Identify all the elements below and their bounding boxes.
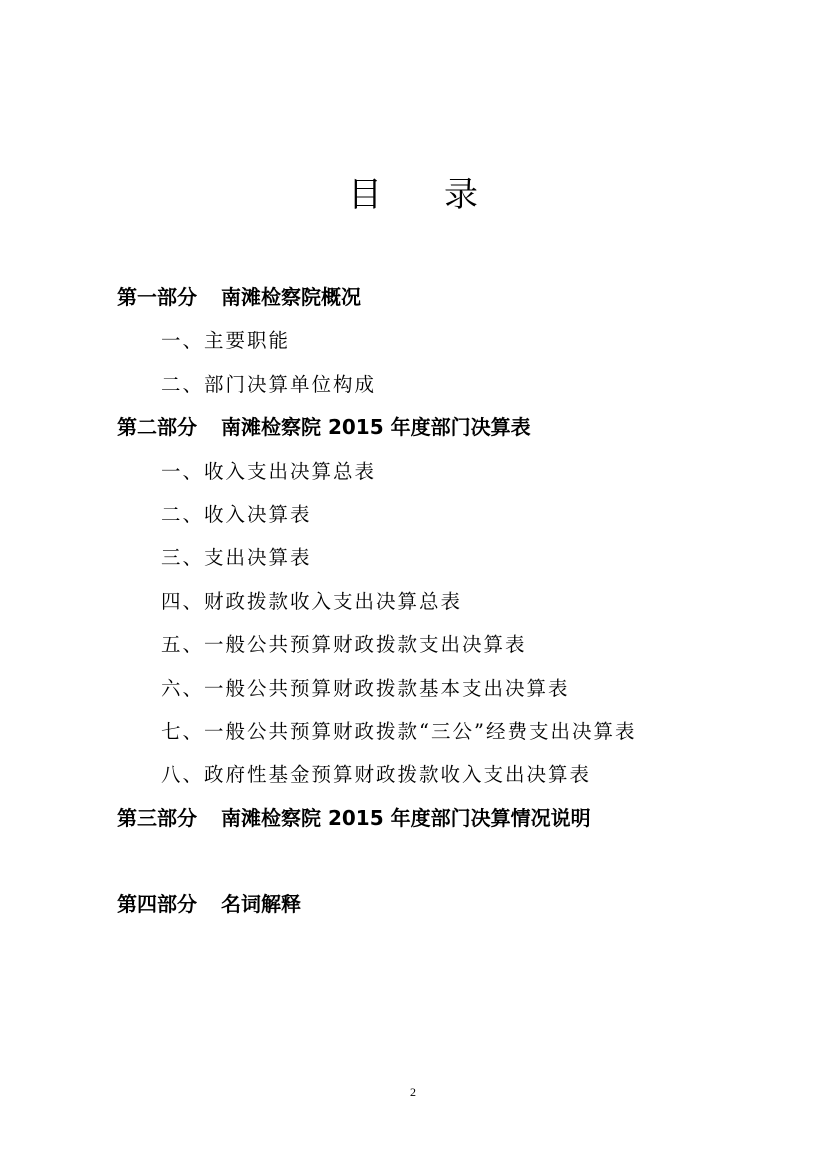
title-char-1: 目 <box>348 175 382 215</box>
part-label: 第三部分 <box>117 805 197 830</box>
part-title: 名词解释 <box>221 892 301 917</box>
toc-item[interactable]: 七、一般公共预算财政拨款“三公”经费支出决算表 <box>161 719 637 743</box>
spacer <box>117 840 757 883</box>
page-number: 2 <box>410 1085 416 1099</box>
toc-item[interactable]: 一、主要职能 <box>161 329 291 353</box>
toc-part-3[interactable] <box>117 797 757 840</box>
toc-part-2[interactable] <box>117 406 757 449</box>
toc-item[interactable]: 一、收入支出决算总表 <box>161 459 377 483</box>
toc-item[interactable]: 六、一般公共预算财政拨款基本支出决算表 <box>161 676 570 700</box>
title-char-2: 录 <box>444 175 478 215</box>
toc-item[interactable]: 三、支出决算表 <box>161 546 312 570</box>
part-label: 第一部分 <box>117 285 197 309</box>
toc-part-1[interactable] <box>117 276 757 319</box>
part-title: 南滩检察院概况 <box>221 285 361 309</box>
table-of-contents <box>117 276 757 927</box>
part-title: 南滩检察院 2015 年度部门决算表 <box>221 415 531 440</box>
part-title: 南滩检察院 2015 年度部门决算情况说明 <box>221 805 591 830</box>
part-label: 第四部分 <box>117 892 197 917</box>
toc-item[interactable]: 四、财政拨款收入支出决算总表 <box>161 589 463 613</box>
toc-item[interactable]: 八、政府性基金预算财政拨款收入支出决算表 <box>161 763 592 787</box>
toc-item[interactable]: 二、部门决算单位构成 <box>161 372 377 396</box>
toc-part-4[interactable] <box>117 883 757 926</box>
page-title <box>0 170 826 220</box>
toc-item[interactable]: 五、一般公共预算财政拨款支出决算表 <box>161 633 527 657</box>
toc-item[interactable]: 二、收入决算表 <box>161 502 312 526</box>
part-label: 第二部分 <box>117 415 197 440</box>
